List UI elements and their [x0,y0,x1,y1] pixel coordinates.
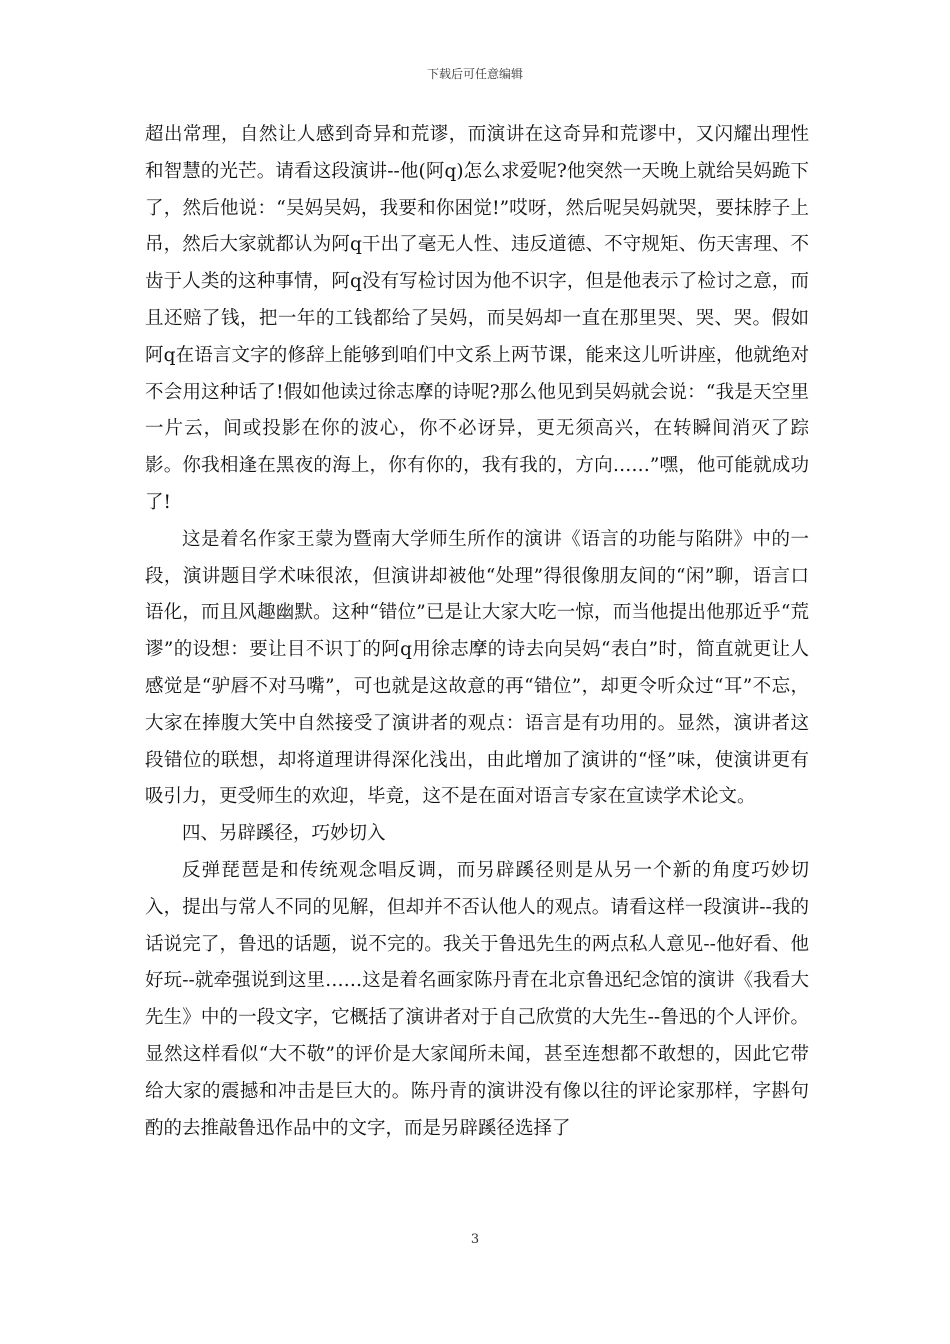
page-number: 3 [470,1232,480,1247]
paragraph-analysis: 这是着名作家王蒙为暨南大学师生所作的演讲《语言的功能与陷阱》中的一段，演讲题目学术味很浓，但演讲却被他“处理”得很像朋友间的“闲”聊，语言口语化，而且风趣幽默。这种“错位”已是让大家大吃一惊，而当他提出他那近乎“荒谬”的设想：要让目不识丁的阿q用徐志摩的诗去向吴妈“表白”时，简直就更让人感觉是“驴唇不对马嘴”，可也就是这故意的再“错位”，却更令听众过“耳”不忘，大家在捧腹大笑中自然接受了演讲者的观点：语言是有功用的。显然，演讲者这段错位的联想，却将道理讲得深化浅出，由此增加了演讲的“怪”味，使演讲更有吸引力，更受师生的欢迎，毕竟，这不是在面对语言专家在宣读学术论文。 [145,528,809,808]
paragraph-continuation: 超出常理，自然让人感到奇异和荒谬，而演讲在这奇异和荒谬中，又闪耀出理性和智慧的光芒。请看这段演讲--他(阿q)怎么求爱呢?他突然一天晚上就给吴妈跪下了，然后他说：“吴妈吴妈，我要和你困觉!”哎呀，然后呢吴妈就哭，要抹脖子上吊，然后大家就都认为阿q干出了毫无人性、违反道德、不守规矩、伤天害理、不齿于人类的这种事情，阿q没有写检讨因为他不识字，但是他表示了检讨之意，而且还赔了钱，把一年的工钱都给了吴妈，而吴妈却一直在那里哭、哭、哭。假如阿q在语言文字的修辞上能够到咱们中文系上两节课，能来这儿听讲座，他就绝对不会用这种话了!假如他读过徐志摩的诗呢?那么他见到吴妈就会说：“我是天空里一片云，间或投影在你的波心，你不必讶异，更无须高兴，在转瞬间消灭了踪影。你我相逢在黑夜的海上，你有你的，我有我的，方向……”嘿，他可能就成功了! [145,124,809,513]
section-heading: 四、另辟蹊径，巧妙切入 [182,823,386,845]
document-body [145,117,809,1147]
page-header: 下载后可任意编辑 [426,67,523,81]
paragraph-section-four: 反弹琵琶是和传统观念唱反调，而另辟蹊径则是从另一个新的角度巧妙切入，提出与常人不同的见解，但却并不否认他人的观点。请看这样一段演讲--我的话说完了，鲁迅的话题，说不完的。我关于鲁迅先生的两点私人意见--他好看、他好玩--就牵强说到这里……这是着名画家陈丹青在北京鲁迅纪念馆的演讲《我看大先生》中的一段文字，它概括了演讲者对于自己欣赏的大先生--鲁迅的个人评价。显然这样看似“大不敬”的评价是大家闻所未闻，甚至连想都不敢想的，因此它带给大家的震撼和冲击是巨大的。陈丹青的演讲没有像以往的评论家那样，字斟句酌的去推敲鲁迅作品中的文字，而是另辟蹊径选择了 [145,859,809,1139]
